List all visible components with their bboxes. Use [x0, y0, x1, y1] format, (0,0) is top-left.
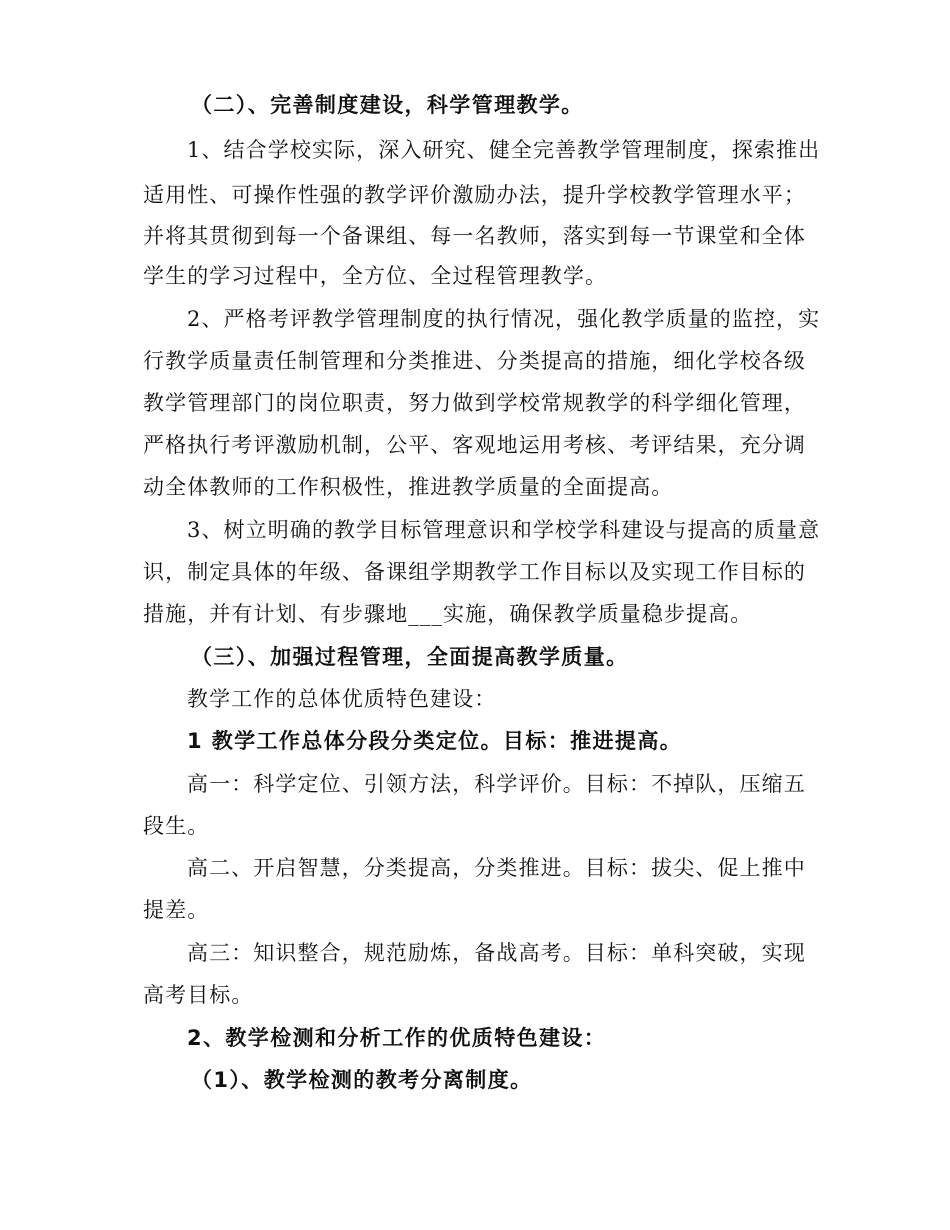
paragraph-2-line-2: 行教学质量责任制管理和分类推进、分类提高的措施，细化学校各级 — [143, 349, 806, 373]
paragraph-5-line-1: 高一：科学定位、引领方法，科学评价。目标：不掉队，压缩五 — [187, 772, 806, 796]
section-heading-2: （二）、完善制度建设，科学管理教学。 — [191, 93, 584, 117]
paragraph-3-line-2: 识，制定具体的年级、备课组学期教学工作目标以及实现工作目标的 — [143, 560, 806, 584]
paragraph-4: 教学工作的总体优质特色建设： — [187, 687, 497, 711]
paragraph-1-line-4: 学生的学习过程中，全方位、全过程管理教学。 — [143, 264, 608, 288]
paragraph-2-line-5: 动全体教师的工作积极性，推进教学质量的全面提高。 — [143, 475, 674, 499]
item-heading-2: 2、教学检测和分析工作的优质特色建设： — [187, 1026, 607, 1050]
paragraph-1-line-3: 并将其贯彻到每一个备课组、每一名教师，落实到每一节课堂和全体 — [143, 224, 806, 248]
sub-heading-1: （1）、教学检测的教考分离制度。 — [191, 1068, 533, 1092]
paragraph-6-line-2: 提差。 — [143, 898, 210, 922]
paragraph-2-line-3: 教学管理部门的岗位职责，努力做到学校常规教学的科学细化管理， — [143, 391, 806, 415]
section-heading-3: （三）、加强过程管理，全面提高教学质量。 — [191, 645, 629, 669]
item-heading-1: 1 教学工作总体分段分类定位。目标：推进提高。 — [187, 729, 683, 753]
paragraph-2-line-4: 严格执行考评激励机制，公平、客观地运用考核、考评结果，充分调 — [143, 433, 806, 457]
paragraph-2-line-1: 2、严格考评教学管理制度的执行情况，强化教学质量的监控，实 — [187, 307, 821, 331]
paragraph-3-line-3: 措施，并有计划、有步骤地___实施，确保教学质量稳步提高。 — [143, 602, 753, 626]
paragraph-5-line-2: 段生。 — [143, 814, 210, 838]
paragraph-7-line-1: 高三：知识整合，规范励炼，备战高考。目标：单科突破，实现 — [187, 941, 806, 965]
paragraph-3-line-1: 3、树立明确的教学目标管理意识和学校学科建设与提高的质量意 — [187, 518, 821, 542]
paragraph-7-line-2: 高考目标。 — [143, 983, 254, 1007]
paragraph-6-line-1: 高二、开启智慧，分类提高，分类推进。目标：拔尖、促上推中 — [187, 856, 806, 880]
paragraph-1-line-2: 适用性、可操作性强的教学评价激励办法，提升学校教学管理水平； — [143, 183, 806, 207]
paragraph-1-line-1: 1、结合学校实际，深入研究、健全完善教学管理制度，探索推出 — [187, 138, 821, 162]
